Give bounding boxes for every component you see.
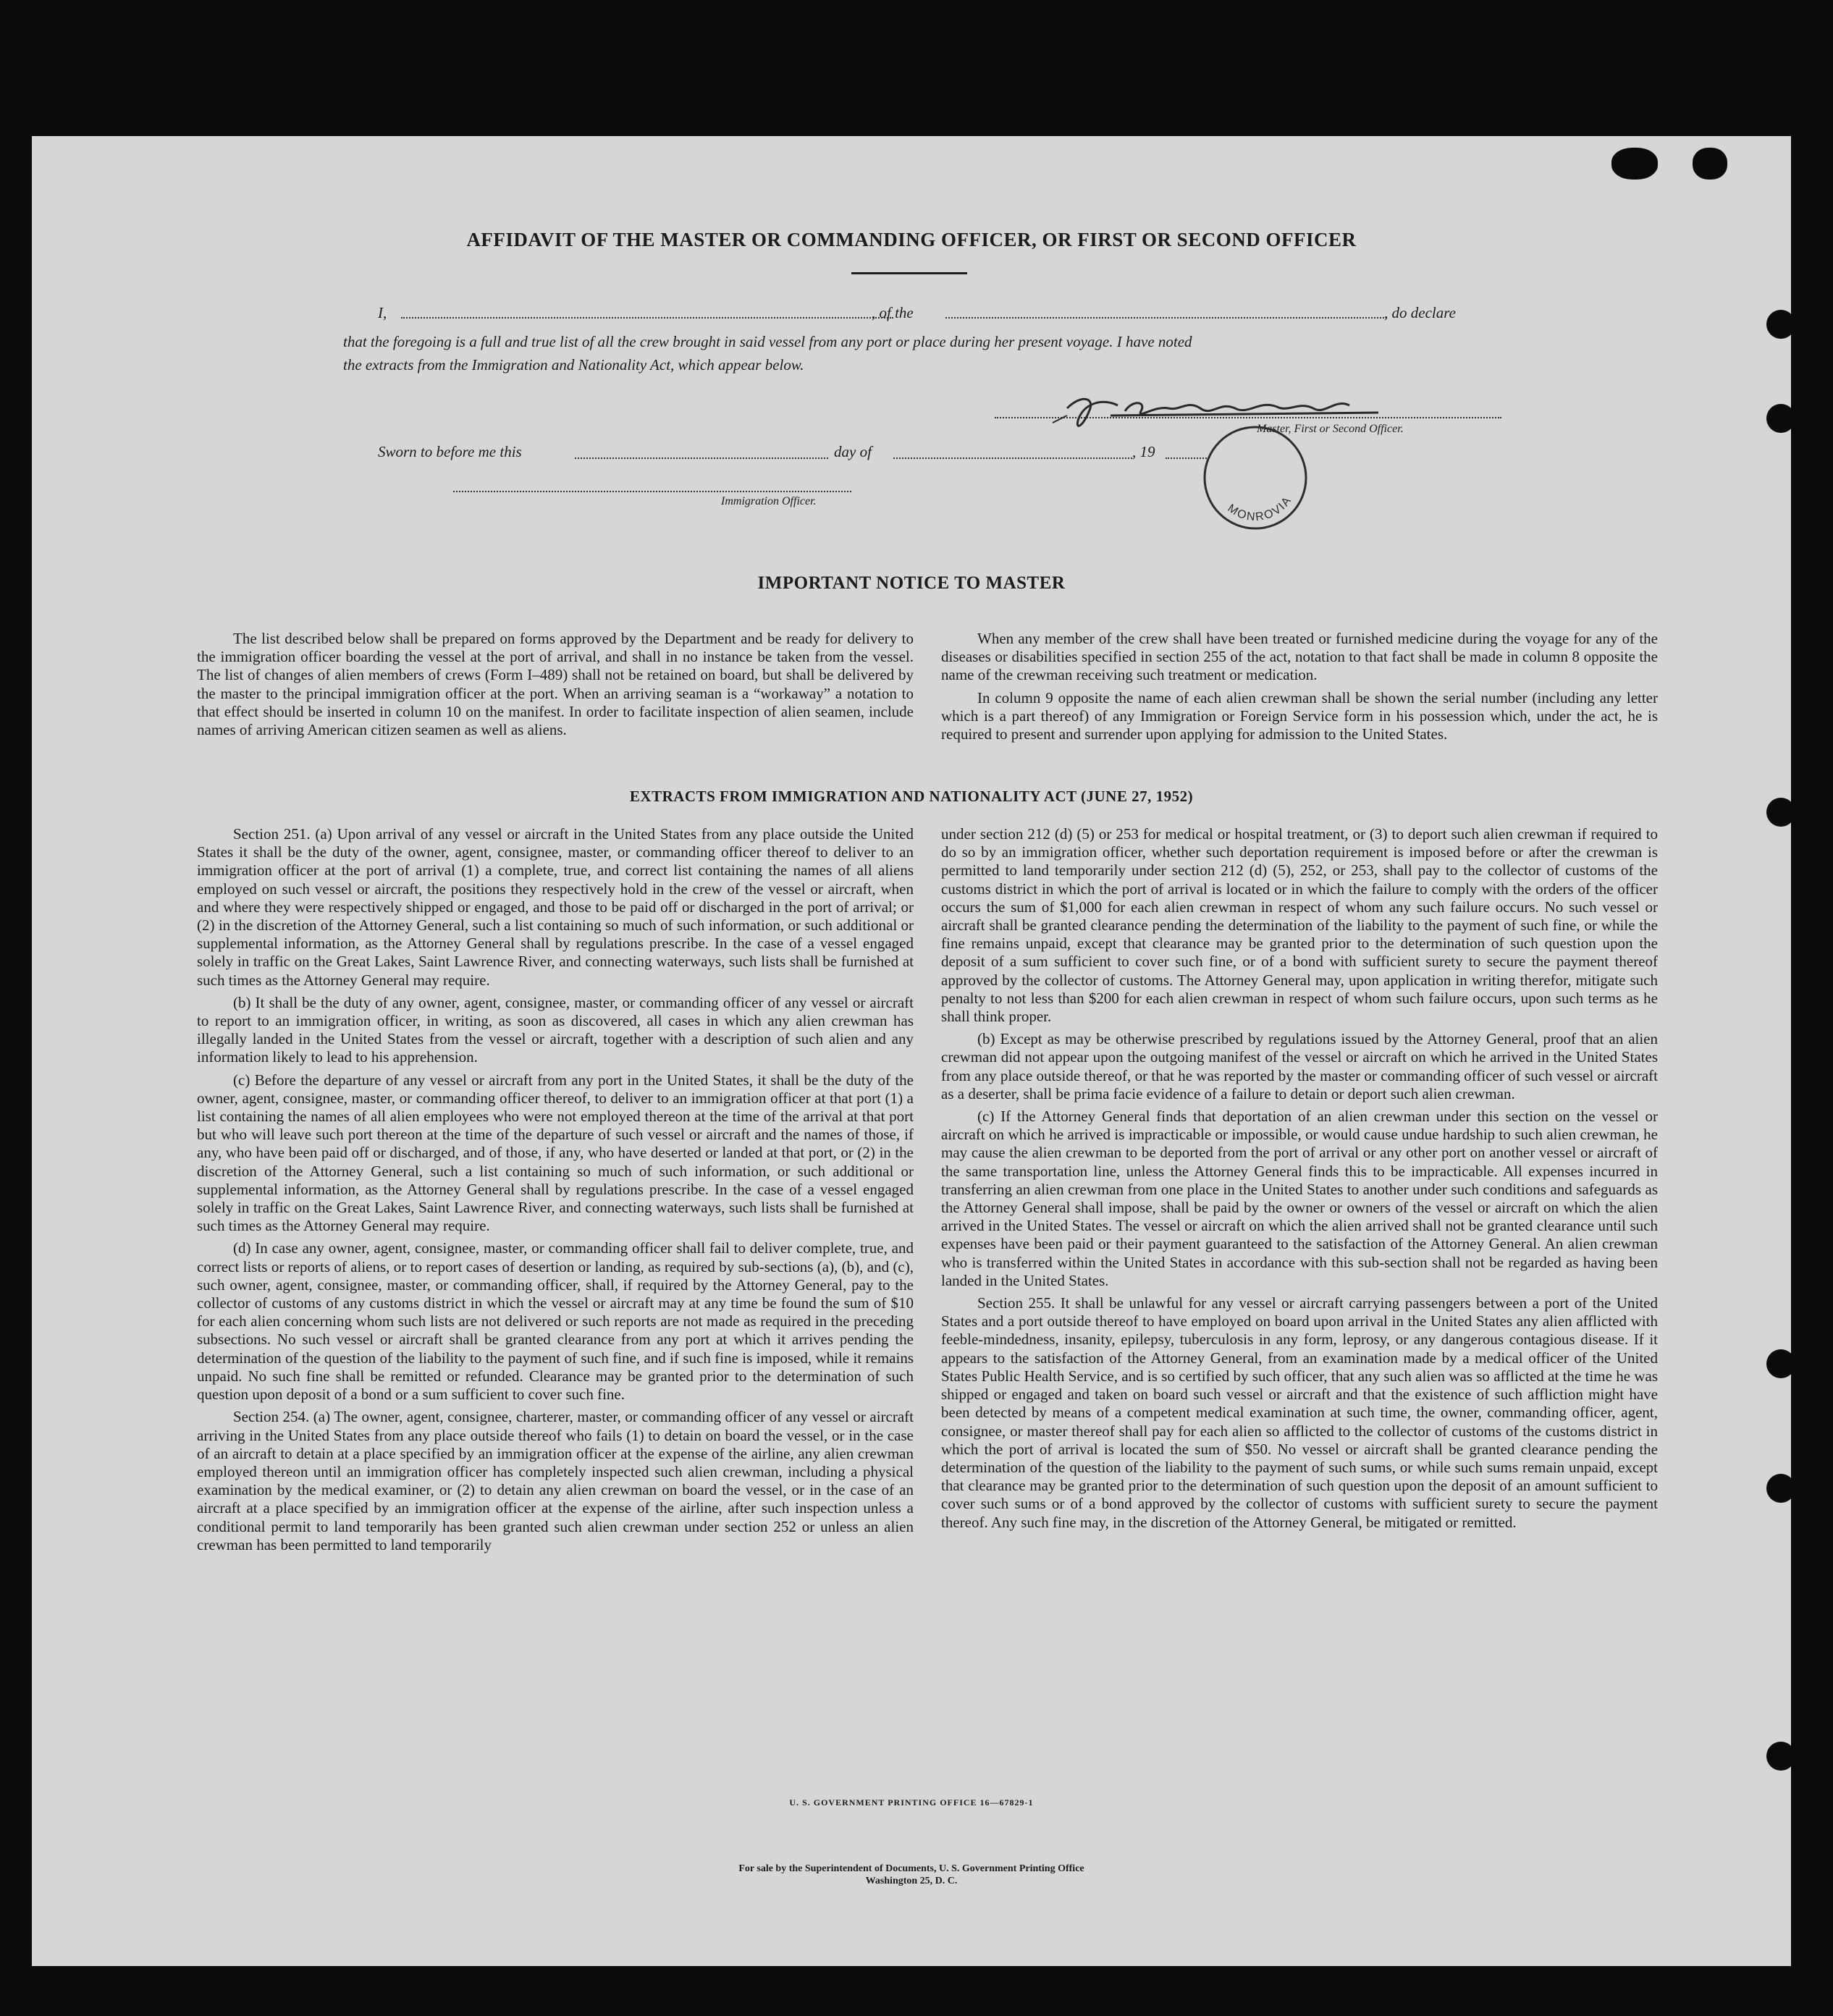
act-section-paragraph: Section 251. (a) Upon arrival of any vessel or aircraft in the United States from any place outside the United States it shall be the duty of the owner, agent, consignee, master, or commanding officer thereof to deliver to an immigration officer at the port of arrival (1) a complete, true, and correct list containing the names of all aliens employed on such vessel or aircraft, the positions they respectively hold in the crew of the vessel or aircraft, when and where they were respectively shipped or engaged, and those to be paid off or discharged in the port of arrival; or (2) in the discretion of the Attorney General, such a list containing so much of such information, or such additional or supplemental information, as the Attorney General shall by regulations prescribe. In the case of a vessel engaged solely in traffic on the Great Lakes, Saint Lawrence River, and connecting waterways, such lists shall be furnished at such times as the Attorney General may require. [197,825,914,989]
notice-right-column [941,630,1658,748]
notice-paragraph: In column 9 opposite the name of each alien crewman shall be shown the serial number (including any letter which is a part thereof) of any Immigration or Foreign Service form in his possession which, under the act, he is required to present and surrender upon applying for admission to the United States. [941,688,1658,743]
act-section-paragraph: (d) In case any owner, agent, consignee, master, or commanding officer shall fail to deliver complete, true, and correct lists or reports of aliens, or to report cases of desertion or landing, as required by sub-sections (a), (b), and (c), such owner, agent, consignee, master, or commanding officer, shall, if required by the Attorney General, pay to the collector of customs of any customs district in which the vessel or aircraft may at any time be found the sum of $10 for each alien concerning whom such lists are not delivered or such reports are not made as required in the preceding subsections. No such vessel or aircraft shall be granted clearance from any port at which it arrives pending the determination of the question of the liability to the payment of such fine, and if such fine is imposed, while it remains unpaid. No such fine shall be remitted or refunded. Clearance may be granted prior to the determination of such question upon deposit of a bond or a sum sufficient to cover such fine. [197,1239,914,1404]
immigration-officer-line[interactable] [453,491,851,492]
ink-blot [1611,148,1658,180]
affidavit-line-2: that the foregoing is a full and true list of all the crew brought in said vessel from any port or place during her present voyage. I have noted [343,333,1192,350]
extracts-title: EXTRACTS FROM IMMIGRATION AND NATIONALITY ACT (JUNE 27, 1952) [629,788,1194,805]
binder-hole [1766,1349,1795,1378]
binder-hole [1766,1474,1795,1503]
act-section-paragraph: under section 212 (d) (5) or 253 for medical or hospital treatment, or (3) to deport such alien crewman if required to do so by an immigration officer, whether such deportation requirement is imposed before or after the crewman is permitted to land temporarily under section 212 (d) (5), 252, or 253, shall pay to the collector of customs of the customs district in which the port of arrival is located or in which the failure to comply with the orders of the officer occurs the sum of $1,000 for each alien crewman in respect of whom any such failure occurs. No such vessel or aircraft shall be granted clearance pending the determination of the liability to the payment of such fine, or while the fine remains unpaid, except that clearance may be granted prior to the determination of such question upon the deposit of a sum sufficient to cover such fine, or of a bond with sufficient surety to secure the payment thereof approved by the collector of customs. The Attorney General may, upon application in writing therefor, mitigate such penalty to not less than $200 for each alien crewman in respect of whom such failure occurs, upon such terms as he shall think proper. [941,825,1658,1026]
day-of-label: day of [834,443,872,460]
stamp-text: MONROVIA [1225,494,1294,524]
master-signature-line[interactable] [995,417,1501,418]
binder-hole [1766,310,1795,339]
footer-line-1: For sale by the Superintendent of Documents, U. S. Government Printing Office [738,1863,1084,1874]
footer-line-2: Washington 25, D. C. [865,1876,958,1886]
sworn-label: Sworn to before me this [378,443,522,460]
affidavit-title: AFFIDAVIT OF THE MASTER OR COMMANDING OFFICER, OR FIRST OR SECOND OFFICER [466,229,1357,250]
do-declare-label: , do declare [1384,304,1456,321]
act-section-paragraph: Section 255. It shall be unlawful for any vessel or aircraft carrying passengers between a port of the United States and a port outside thereof to have employed on board upon arrival in the United States any alien afflicted with feeble-mindedness, insanity, epilepsy, tuberculosis in any form, leprosy, or any dangerous contagious disease. If it appears to the satisfaction of the Attorney General, from an examination made by a medical officer of the United States Public Health Service, and is so certified by such officer, that any such alien was so afflicted at the time he was shipped or engaged and taken on board such vessel or aircraft and that the existence of such affliction might have been detected by means of a competent medical examination at such time, the owner, commanding officer, agent, consignee, or master thereof shall pay for each alien so afflicted to the collector of customs of the customs district in which the port of arrival is located the sum of $50. No vessel or aircraft shall be granted clearance pending the determination of the question of the liability to the payment of such sums, or while such sums remain unpaid, except that clearance may be granted prior to the determination of such question upon the deposit of an amount sufficient to cover such sums or of a bond approved by the collector of customs with sufficient surety to secure the payment thereof. Any such fine may, in the discretion of the Attorney General, be mitigated or remitted. [941,1294,1658,1531]
declarant-label: I, [378,304,387,321]
immigration-officer-caption: Immigration Officer. [721,495,817,507]
notice-left-column [197,630,914,743]
title-rule [851,272,967,274]
affidavit-line-3: the extracts from the Immigration and Nationality Act, which appear below. [343,356,804,374]
document-page [32,136,1791,1966]
act-section-paragraph: (b) It shall be the duty of any owner, agent, consignee, master, or commanding officer of any vessel or aircraft to report to an immigration officer, in writing, as soon as discovered, all cases in which any alien crewman has illegally landed in the United States from the vessel or aircraft, together with a description of such alien and any information likely to lead to his apprehension. [197,993,914,1066]
monrovia-stamp [1197,420,1313,536]
act-section-paragraph: (b) Except as may be otherwise prescribed by regulations issued by the Attorney General, proof that an alien crewman did not appear upon the outgoing manifest of the vessel or aircraft on which he arrived in the United States from any place outside thereof, or that he was reported by the master or commanding officer of such vessel or aircraft as a deserter, shall be prima facie evidence of a failure to detain or deport such alien crewman. [941,1030,1658,1102]
declarant-name-line[interactable] [401,317,893,319]
ink-blot [1693,148,1727,180]
vessel-name-line[interactable] [945,317,1387,319]
notice-paragraph: The list described below shall be prepared on forms approved by the Department and be ready for delivery to the immigration officer boarding the vessel at the port of arrival, and shall in no instance be taken from the vessel. The list of changes of alien members of crews (Form I–489) shall not be retained on board, but shall be delivered by the master to the principal immigration officer at the port. When an arriving seaman is a “workaway” a notation to that effect should be inserted in column 10 on the manifest. In order to facilitate inspection of alien seamen, include names of arriving American citizen seamen as well as aliens. [197,630,914,739]
footer [32,1863,1791,1887]
extracts-left-column [197,825,914,1559]
sworn-day-line[interactable] [575,457,828,459]
of-the-label: , of the [872,304,914,321]
master-caption: Master, First or Second Officer. [1257,423,1404,435]
notice-paragraph: When any member of the crew shall have been treated or furnished medicine during the voyage for any of the diseases or disabilities specified in section 255 of the act, notation to that fact shall be made in column 8 opposite the name of the crewman receiving such treatment or medication. [941,630,1658,684]
act-section-paragraph: (c) Before the departure of any vessel or aircraft from any port in the United States, it shall be the duty of the owner, agent, consignee, master, or commanding officer thereof, to deliver to an immigration officer at that port (1) a list containing the names of all alien employees who were not employed thereon at the time of the arrival at that port but who will leave such port thereon at the time of the departure of such vessel or aircraft and the names of those, if any, who have been paid off or discharged, and of those, if any, who have deserted or landed at that port, or (2) in the discretion of the Attorney General, such a list containing so much of such information, or such additional or supplemental information, as the Attorney General shall by regulations prescribe. In the case of a vessel engaged solely in traffic on the Great Lakes, Saint Lawrence River, and connecting waterways, such lists shall be furnished at such times as the Attorney General may require. [197,1071,914,1235]
extracts-right-column [941,825,1658,1536]
act-section-paragraph: (c) If the Attorney General finds that deportation of an alien crewman under this section on the vessel or aircraft on which he arrived is impracticable or impossible, or would cause undue hardship to such alien crewman, he may cause the alien crewman to be deported from the port of arrival or any other port on another vessel or aircraft of the same transportation line, unless the Attorney General finds this to be impracticable. All expenses incurred in transferring an alien crewman from one place in the United States to another under such conditions and safeguards as the Attorney General shall impose, shall be paid by the owner or owners of the vessel or aircraft on which the alien arrived in the United States. The vessel or aircraft on which the alien arrived shall not be granted clearance until such expenses have been paid or their payment guaranteed to the satisfaction of the Attorney General. An alien crewman who is transferred within the United States in accordance with this sub-section shall not be regarded as having been landed in the United States. [941,1108,1658,1289]
binder-hole [1766,404,1795,433]
act-section-paragraph: Section 254. (a) The owner, agent, consignee, charterer, master, or commanding officer of any vessel or aircraft arriving in the United States from any place outside thereof who fails (1) to detain on board the vessel, or in the case of an aircraft to detain at a place specified by an immigration officer at the expense of the airline, any alien crewman employed thereon until an immigration officer has completely inspected such alien crewman, including a physical examination by the medical examiner, or (2) to detain any alien crewman on board the vessel, or in the case of an aircraft at a place specified by an immigration officer at the expense of the airline, after such inspection unless a conditional permit to land temporarily has been granted such alien crewman under section 252 or unless an alien crewman has been permitted to land temporarily [197,1408,914,1553]
year-label: , 19 [1132,443,1155,460]
gpo-imprint: U. S. GOVERNMENT PRINTING OFFICE 16—67829-1 [789,1797,1034,1808]
notice-title: IMPORTANT NOTICE TO MASTER [757,573,1066,593]
binder-hole [1766,1742,1795,1771]
sworn-month-line[interactable] [893,457,1132,459]
